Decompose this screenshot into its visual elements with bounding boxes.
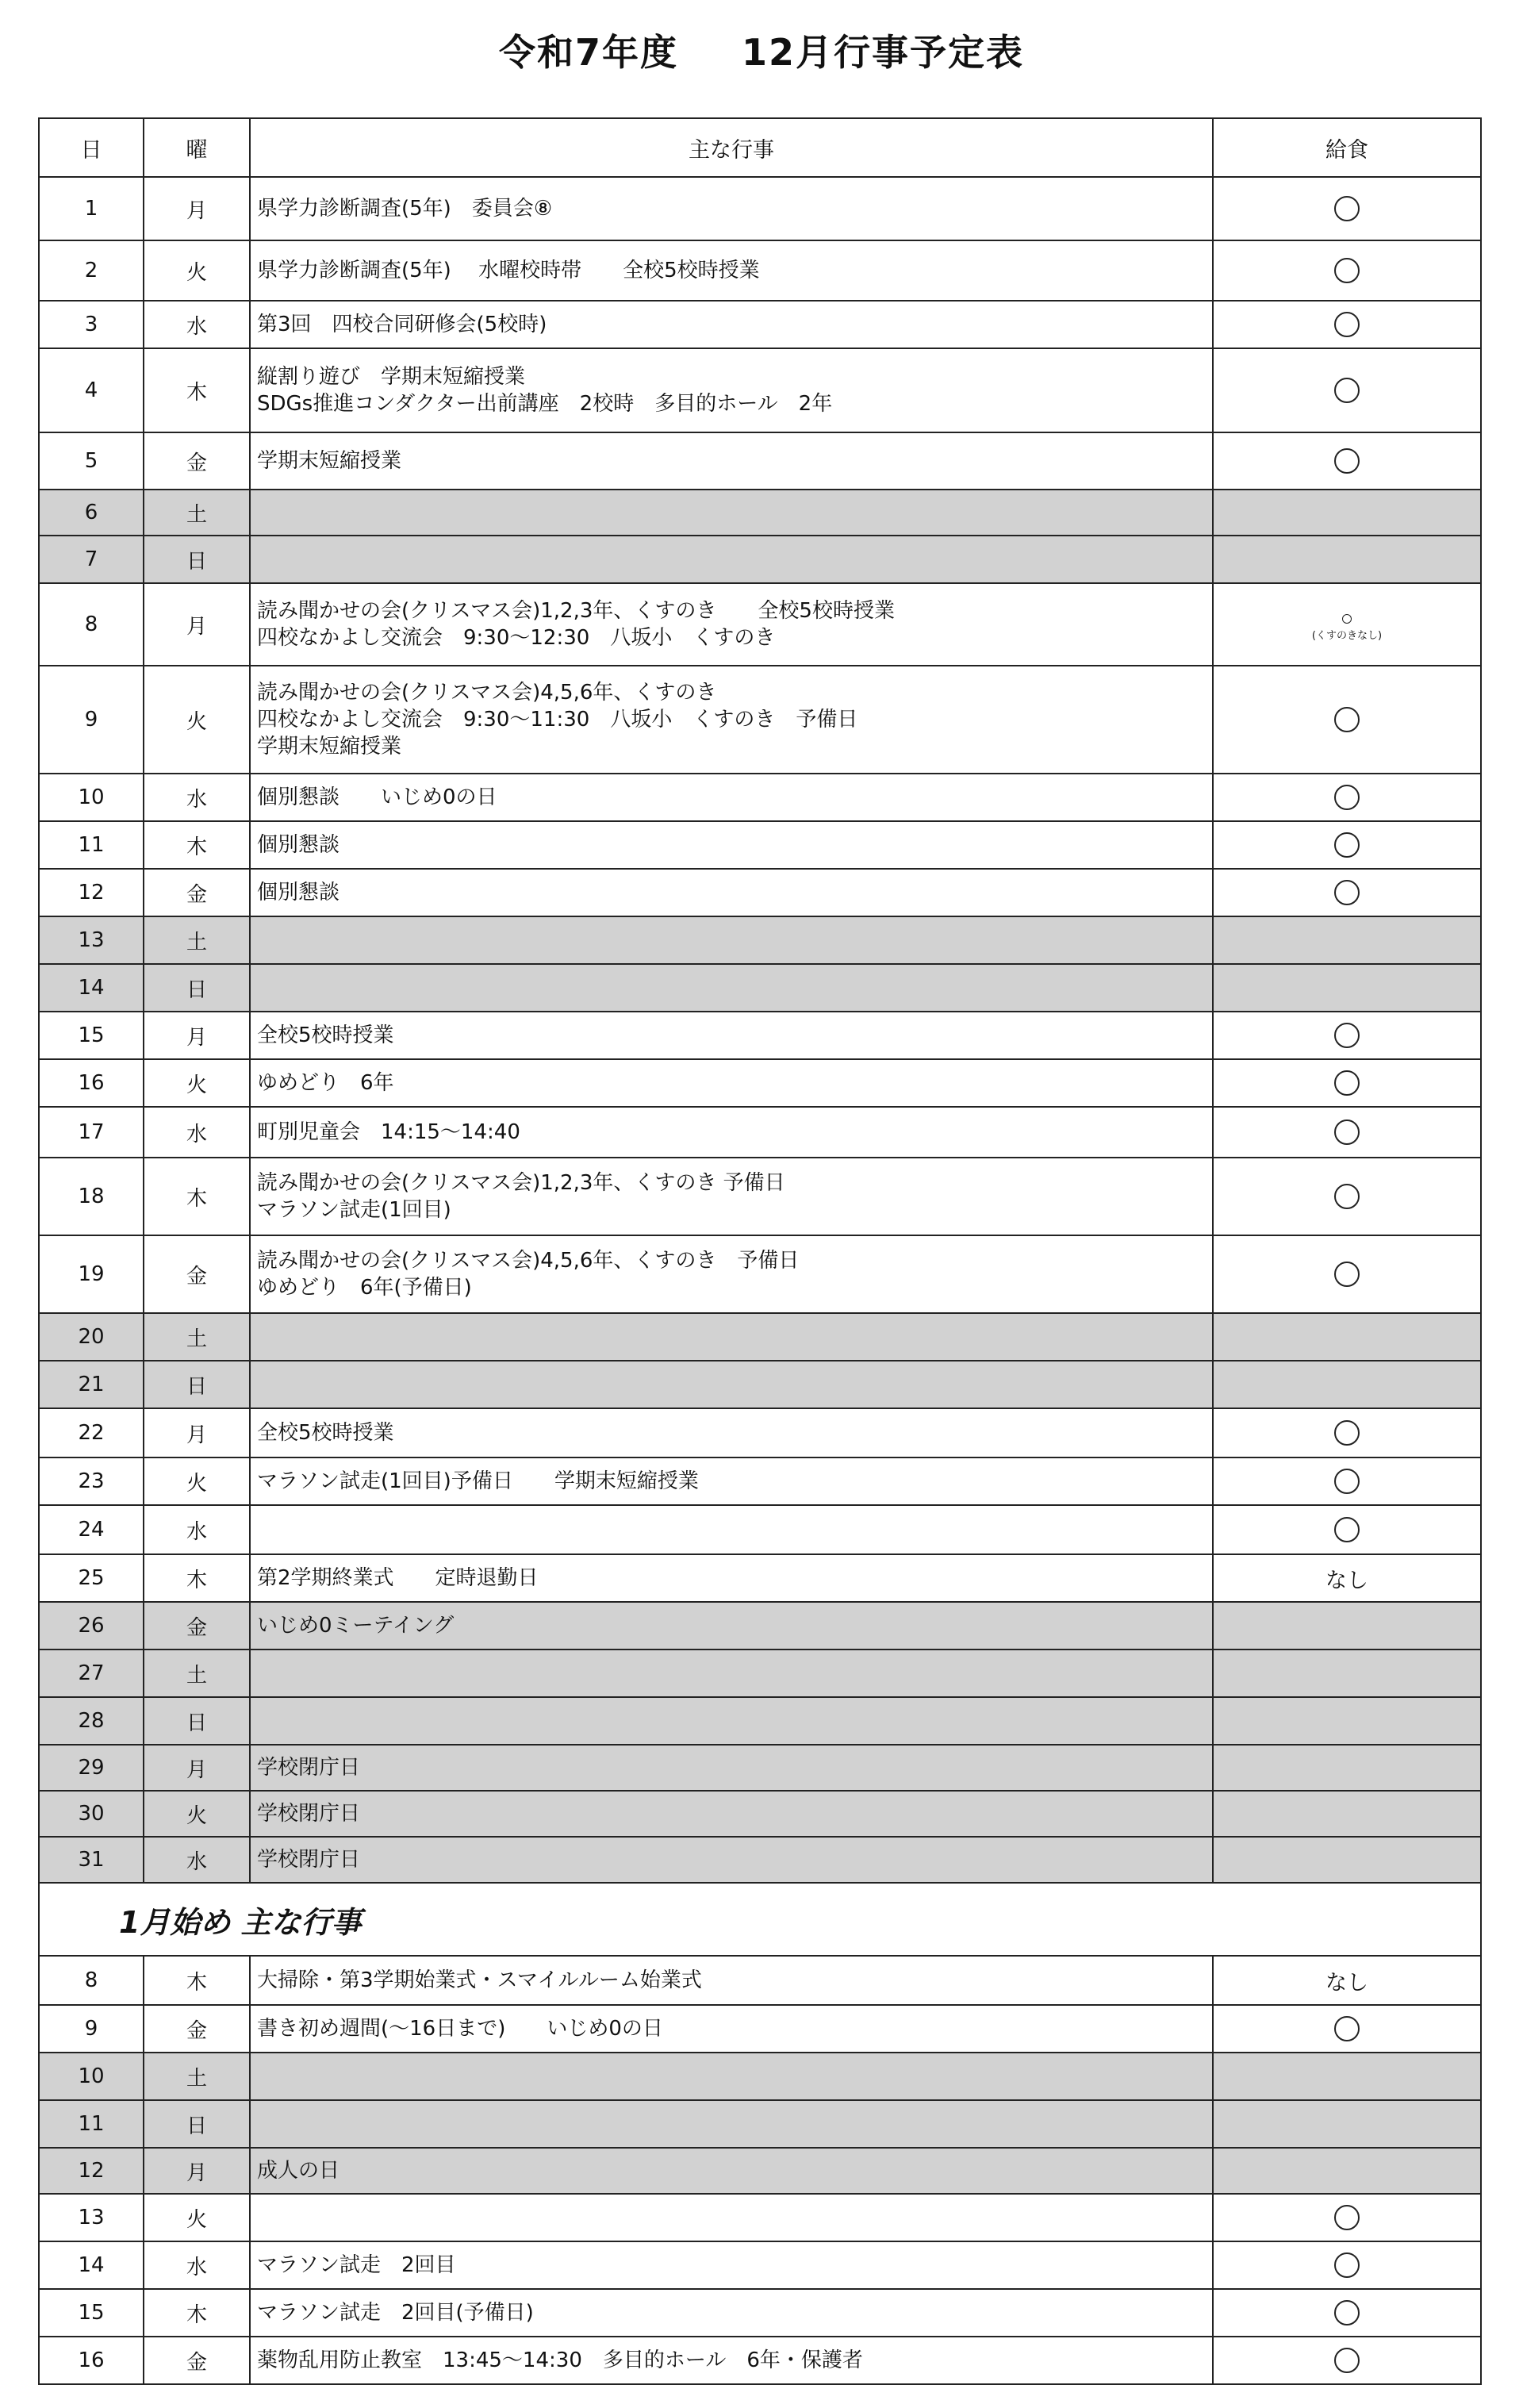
table-row — [39, 2337, 1481, 2384]
weekday-cell: 土 — [144, 916, 250, 964]
events-cell — [250, 1457, 1213, 1505]
event-line: 成人の日 — [257, 2159, 340, 2183]
lunch-cell — [1213, 774, 1481, 821]
day-cell: 11 — [39, 821, 144, 869]
lunch-served-circle-icon — [1334, 1070, 1360, 1096]
day-cell: 9 — [39, 2005, 144, 2053]
day-cell: 4 — [39, 348, 144, 432]
events-cell — [250, 1408, 1213, 1457]
table-row — [39, 1107, 1481, 1158]
lunch-served-circle-icon — [1334, 1420, 1360, 1446]
events-cell — [250, 177, 1213, 240]
table-row — [39, 2005, 1481, 2053]
events-cell — [250, 2289, 1213, 2337]
page-title — [0, 24, 1523, 76]
day-cell: 24 — [39, 1505, 144, 1554]
lunch-cell — [1213, 964, 1481, 1012]
day-cell: 16 — [39, 1059, 144, 1107]
event-line: 個別懇談 いじめ0の日 — [257, 785, 497, 809]
lunch-served-circle-icon — [1334, 2300, 1360, 2325]
event-line: 学期末短縮授業 — [257, 735, 402, 759]
day-cell: 15 — [39, 1012, 144, 1059]
event-line: SDGs推進コンダクター出前講座 2校時 多目的ホール 2年 — [257, 392, 833, 416]
december-rows — [39, 177, 1481, 1883]
weekday-cell: 日 — [144, 1361, 250, 1408]
lunch-cell — [1213, 1408, 1481, 1457]
weekday-cell: 火 — [144, 1791, 250, 1837]
event-line: 第2学期終業式 定時退勤日 — [257, 1566, 539, 1590]
lunch-served-circle-icon — [1334, 1184, 1360, 1209]
events-cell — [250, 869, 1213, 916]
events-cell — [250, 240, 1213, 301]
events-cell — [250, 348, 1213, 432]
event-line: 県学力診断調査(5年) 委員会⑧ — [257, 197, 553, 221]
events-cell — [250, 2241, 1213, 2289]
title-schedule-name: 12月行事予定表 — [742, 31, 1025, 74]
table-row — [39, 536, 1481, 583]
lunch-served-circle-icon — [1334, 2252, 1360, 2278]
table-row — [39, 1158, 1481, 1235]
event-line: 読み聞かせの会(クリスマス会)4,5,6年、くすのき 予備日 — [257, 1249, 800, 1273]
lunch-cell — [1213, 1107, 1481, 1158]
header-row — [39, 118, 1481, 177]
lunch-cell — [1213, 1313, 1481, 1361]
events-cell — [250, 1649, 1213, 1697]
weekday-cell: 木 — [144, 821, 250, 869]
weekday-cell: 金 — [144, 2005, 250, 2053]
weekday-cell: 木 — [144, 348, 250, 432]
table-row — [39, 916, 1481, 964]
section-january-header-row — [39, 1883, 1481, 1956]
lunch-cell — [1213, 348, 1481, 432]
weekday-cell: 金 — [144, 1602, 250, 1649]
lunch-served-circle-icon — [1334, 1023, 1360, 1048]
event-line: 薬物乱用防止教室 13:45～14:30 多目的ホール 6年・保護者 — [257, 2348, 863, 2372]
event-line: 縦割り遊び 学期末短縮授業 — [257, 365, 526, 389]
lunch-cell — [1213, 2194, 1481, 2241]
lunch-cell — [1213, 1745, 1481, 1791]
lunch-served-circle-icon — [1334, 2348, 1360, 2373]
event-line: 書き初め週間(～16日まで) いじめ0の日 — [257, 2017, 663, 2041]
day-cell: 29 — [39, 1745, 144, 1791]
table-row — [39, 2053, 1481, 2100]
january-rows — [39, 1956, 1481, 2384]
events-cell — [250, 2194, 1213, 2241]
lunch-cell — [1213, 301, 1481, 348]
events-cell — [250, 1313, 1213, 1361]
weekday-cell: 日 — [144, 536, 250, 583]
events-cell — [250, 1745, 1213, 1791]
lunch-served-circle-icon — [1334, 1262, 1360, 1287]
events-cell — [250, 774, 1213, 821]
weekday-cell: 木 — [144, 1956, 250, 2005]
events-cell — [250, 964, 1213, 1012]
day-cell: 14 — [39, 964, 144, 1012]
lunch-served-circle-icon — [1334, 707, 1360, 732]
day-cell: 11 — [39, 2100, 144, 2148]
lunch-served-circle-icon — [1334, 1517, 1360, 1542]
table-row — [39, 2289, 1481, 2337]
weekday-cell: 水 — [144, 1505, 250, 1554]
header-events: 主な行事 — [250, 118, 1213, 177]
day-cell: 30 — [39, 1791, 144, 1837]
lunch-cell — [1213, 1505, 1481, 1554]
header-day: 日 — [39, 118, 144, 177]
weekday-cell: 水 — [144, 1107, 250, 1158]
lunch-cell — [1213, 1059, 1481, 1107]
event-line: 学校閉庁日 — [257, 1756, 361, 1780]
weekday-cell: 月 — [144, 1745, 250, 1791]
events-cell — [250, 916, 1213, 964]
event-line: マラソン試走 2回目 — [257, 2253, 456, 2277]
weekday-cell: 土 — [144, 490, 250, 536]
lunch-cell — [1213, 2241, 1481, 2289]
lunch-none-text: なし — [1325, 1568, 1368, 1593]
weekday-cell: 金 — [144, 869, 250, 916]
lunch-cell — [1213, 2148, 1481, 2194]
weekday-cell: 水 — [144, 774, 250, 821]
lunch-cell — [1213, 2100, 1481, 2148]
lunch-cell — [1213, 432, 1481, 490]
lunch-cell — [1213, 916, 1481, 964]
table-row — [39, 1956, 1481, 2005]
event-line: 県学力診断調査(5年) 水曜校時帯 全校5校時授業 — [257, 259, 760, 282]
table-row — [39, 1554, 1481, 1602]
weekday-cell: 木 — [144, 1158, 250, 1235]
lunch-cell — [1213, 583, 1481, 666]
lunch-cell — [1213, 1554, 1481, 1602]
event-line: 学校閉庁日 — [257, 1802, 361, 1826]
table-row — [39, 490, 1481, 536]
header-weekday: 曜 — [144, 118, 250, 177]
event-line: マラソン試走 2回目(予備日) — [257, 2301, 534, 2325]
table-row — [39, 1505, 1481, 1554]
lunch-served-circle-icon — [1334, 1469, 1360, 1494]
day-cell: 20 — [39, 1313, 144, 1361]
lunch-served-circle-icon — [1334, 258, 1360, 283]
weekday-cell: 火 — [144, 2194, 250, 2241]
lunch-cell — [1213, 1956, 1481, 2005]
lunch-served-circle-icon — [1334, 832, 1360, 858]
weekday-cell: 木 — [144, 2289, 250, 2337]
events-cell — [250, 1361, 1213, 1408]
table-row — [39, 1235, 1481, 1313]
events-cell — [250, 1697, 1213, 1745]
table-row — [39, 1649, 1481, 1697]
lunch-served-circle-icon — [1334, 880, 1360, 905]
day-cell: 16 — [39, 2337, 144, 2384]
table-row — [39, 1745, 1481, 1791]
event-line: 読み聞かせの会(クリスマス会)4,5,6年、くすのき — [257, 681, 717, 705]
events-cell — [250, 1837, 1213, 1883]
weekday-cell: 土 — [144, 1649, 250, 1697]
table-row — [39, 177, 1481, 240]
event-line: 個別懇談 — [257, 881, 340, 904]
table-row — [39, 240, 1481, 301]
event-line: ゆめどり 6年(予備日) — [257, 1276, 472, 1300]
weekday-cell: 金 — [144, 1235, 250, 1313]
weekday-cell: 火 — [144, 1059, 250, 1107]
event-line: 全校5校時授業 — [257, 1421, 394, 1445]
event-line: 学校閉庁日 — [257, 1848, 361, 1872]
lunch-cell — [1213, 821, 1481, 869]
event-line: 四校なかよし交流会 9:30～11:30 八坂小 くすのき 予備日 — [257, 708, 858, 732]
events-cell — [250, 1602, 1213, 1649]
lunch-served-circle-icon — [1342, 614, 1352, 624]
lunch-none-text: なし — [1325, 1970, 1368, 1995]
weekday-cell: 月 — [144, 177, 250, 240]
lunch-cell — [1213, 2053, 1481, 2100]
lunch-served-circle-icon — [1334, 2016, 1360, 2041]
lunch-cell — [1213, 2337, 1481, 2384]
schedule-table — [38, 117, 1482, 2385]
event-line: いじめ0ミーテイング — [257, 1614, 455, 1638]
day-cell: 21 — [39, 1361, 144, 1408]
events-cell — [250, 821, 1213, 869]
events-cell — [250, 301, 1213, 348]
day-cell: 31 — [39, 1837, 144, 1883]
weekday-cell: 水 — [144, 301, 250, 348]
events-cell — [250, 2148, 1213, 2194]
lunch-cell — [1213, 240, 1481, 301]
lunch-cell — [1213, 1235, 1481, 1313]
event-line: 学期末短縮授業 — [257, 449, 402, 473]
day-cell: 10 — [39, 2053, 144, 2100]
day-cell: 6 — [39, 490, 144, 536]
table-row — [39, 1697, 1481, 1745]
day-cell: 9 — [39, 666, 144, 774]
table-row — [39, 2100, 1481, 2148]
day-cell: 15 — [39, 2289, 144, 2337]
weekday-cell: 金 — [144, 432, 250, 490]
lunch-served-circle-icon — [1334, 196, 1360, 221]
lunch-cell — [1213, 1649, 1481, 1697]
events-cell — [250, 1059, 1213, 1107]
lunch-cell — [1213, 1012, 1481, 1059]
day-cell: 1 — [39, 177, 144, 240]
weekday-cell: 日 — [144, 2100, 250, 2148]
table-row — [39, 2194, 1481, 2241]
events-cell — [250, 666, 1213, 774]
lunch-cell — [1213, 536, 1481, 583]
table-row — [39, 1602, 1481, 1649]
table-row — [39, 301, 1481, 348]
lunch-served-circle-icon — [1334, 312, 1360, 337]
title-fiscal-year: 令和7年度 — [498, 31, 678, 74]
table-row — [39, 1059, 1481, 1107]
table-row — [39, 2148, 1481, 2194]
day-cell: 8 — [39, 583, 144, 666]
event-line: 全校5校時授業 — [257, 1023, 394, 1047]
day-cell: 18 — [39, 1158, 144, 1235]
lunch-served-circle-icon — [1334, 785, 1360, 810]
table-row — [39, 1361, 1481, 1408]
day-cell: 13 — [39, 916, 144, 964]
table-row — [39, 774, 1481, 821]
lunch-cell — [1213, 1837, 1481, 1883]
table-row — [39, 2241, 1481, 2289]
weekday-cell: 月 — [144, 1408, 250, 1457]
events-cell — [250, 583, 1213, 666]
day-cell: 14 — [39, 2241, 144, 2289]
day-cell: 8 — [39, 1956, 144, 2005]
weekday-cell: 金 — [144, 2337, 250, 2384]
lunch-note: (くすのきなし) — [1311, 630, 1383, 642]
table-row — [39, 869, 1481, 916]
table-row — [39, 821, 1481, 869]
events-cell — [250, 2005, 1213, 2053]
event-line: 第3回 四校合同研修会(5校時) — [257, 313, 547, 336]
lunch-served-circle-icon — [1334, 378, 1360, 403]
day-cell: 10 — [39, 774, 144, 821]
event-line: マラソン試走(1回目) — [257, 1198, 451, 1222]
weekday-cell: 月 — [144, 583, 250, 666]
weekday-cell: 火 — [144, 666, 250, 774]
table-row — [39, 583, 1481, 666]
day-cell: 19 — [39, 1235, 144, 1313]
lunch-cell — [1213, 177, 1481, 240]
table-row — [39, 1408, 1481, 1457]
lunch-served-circle-icon — [1334, 448, 1360, 474]
table-row — [39, 348, 1481, 432]
event-line: 大掃除・第3学期始業式・スマイルルーム始業式 — [257, 1968, 702, 1992]
weekday-cell: 火 — [144, 240, 250, 301]
events-cell — [250, 1956, 1213, 2005]
weekday-cell: 土 — [144, 1313, 250, 1361]
table-row — [39, 1457, 1481, 1505]
weekday-cell: 水 — [144, 2241, 250, 2289]
weekday-cell: 日 — [144, 964, 250, 1012]
events-cell — [250, 1791, 1213, 1837]
events-cell — [250, 2053, 1213, 2100]
header-lunch: 給食 — [1213, 118, 1481, 177]
day-cell: 7 — [39, 536, 144, 583]
day-cell: 27 — [39, 1649, 144, 1697]
section-january — [39, 1883, 1481, 1956]
weekday-cell: 日 — [144, 1697, 250, 1745]
events-cell — [250, 2337, 1213, 2384]
day-cell: 13 — [39, 2194, 144, 2241]
table-row — [39, 1837, 1481, 1883]
event-line: 読み聞かせの会(クリスマス会)1,2,3年、くすのき 全校5校時授業 — [257, 599, 895, 623]
section-january-title: 1月始め 主な行事 — [39, 1883, 1481, 1956]
weekday-cell: 月 — [144, 1012, 250, 1059]
day-cell: 12 — [39, 2148, 144, 2194]
events-cell — [250, 432, 1213, 490]
day-cell: 25 — [39, 1554, 144, 1602]
lunch-cell — [1213, 1602, 1481, 1649]
lunch-cell — [1213, 1791, 1481, 1837]
lunch-cell — [1213, 2005, 1481, 2053]
events-cell — [250, 536, 1213, 583]
table-row — [39, 1313, 1481, 1361]
lunch-cell — [1213, 2289, 1481, 2337]
table-row — [39, 964, 1481, 1012]
event-line: マラソン試走(1回目)予備日 学期末短縮授業 — [257, 1469, 699, 1493]
lunch-cell — [1213, 1697, 1481, 1745]
lunch-cell — [1213, 666, 1481, 774]
weekday-cell: 水 — [144, 1837, 250, 1883]
event-line: ゆめどり 6年 — [257, 1071, 394, 1095]
lunch-cell — [1213, 490, 1481, 536]
lunch-cell — [1213, 1361, 1481, 1408]
events-cell — [250, 1505, 1213, 1554]
day-cell: 22 — [39, 1408, 144, 1457]
table-row — [39, 1012, 1481, 1059]
lunch-served-circle-icon — [1334, 1120, 1360, 1145]
events-cell — [250, 1554, 1213, 1602]
table-row — [39, 1791, 1481, 1837]
table-row — [39, 432, 1481, 490]
weekday-cell: 木 — [144, 1554, 250, 1602]
lunch-cell — [1213, 1158, 1481, 1235]
events-cell — [250, 1235, 1213, 1313]
event-line: 個別懇談 — [257, 833, 340, 857]
events-cell — [250, 490, 1213, 536]
lunch-served-circle-icon — [1334, 2205, 1360, 2230]
events-cell — [250, 1107, 1213, 1158]
events-cell — [250, 1012, 1213, 1059]
event-line: 町別児童会 14:15～14:40 — [257, 1120, 520, 1144]
weekday-cell: 火 — [144, 1457, 250, 1505]
day-cell: 17 — [39, 1107, 144, 1158]
day-cell: 23 — [39, 1457, 144, 1505]
table-row — [39, 666, 1481, 774]
day-cell: 2 — [39, 240, 144, 301]
day-cell: 26 — [39, 1602, 144, 1649]
day-cell: 3 — [39, 301, 144, 348]
weekday-cell: 土 — [144, 2053, 250, 2100]
day-cell: 5 — [39, 432, 144, 490]
event-line: 読み聞かせの会(クリスマス会)1,2,3年、くすのき 予備日 — [257, 1171, 785, 1195]
day-cell: 28 — [39, 1697, 144, 1745]
event-line: 四校なかよし交流会 9:30～12:30 八坂小 くすのき — [257, 626, 776, 650]
lunch-cell — [1213, 1457, 1481, 1505]
events-cell — [250, 2100, 1213, 2148]
day-cell: 12 — [39, 869, 144, 916]
weekday-cell: 月 — [144, 2148, 250, 2194]
events-cell — [250, 1158, 1213, 1235]
lunch-cell — [1213, 869, 1481, 916]
